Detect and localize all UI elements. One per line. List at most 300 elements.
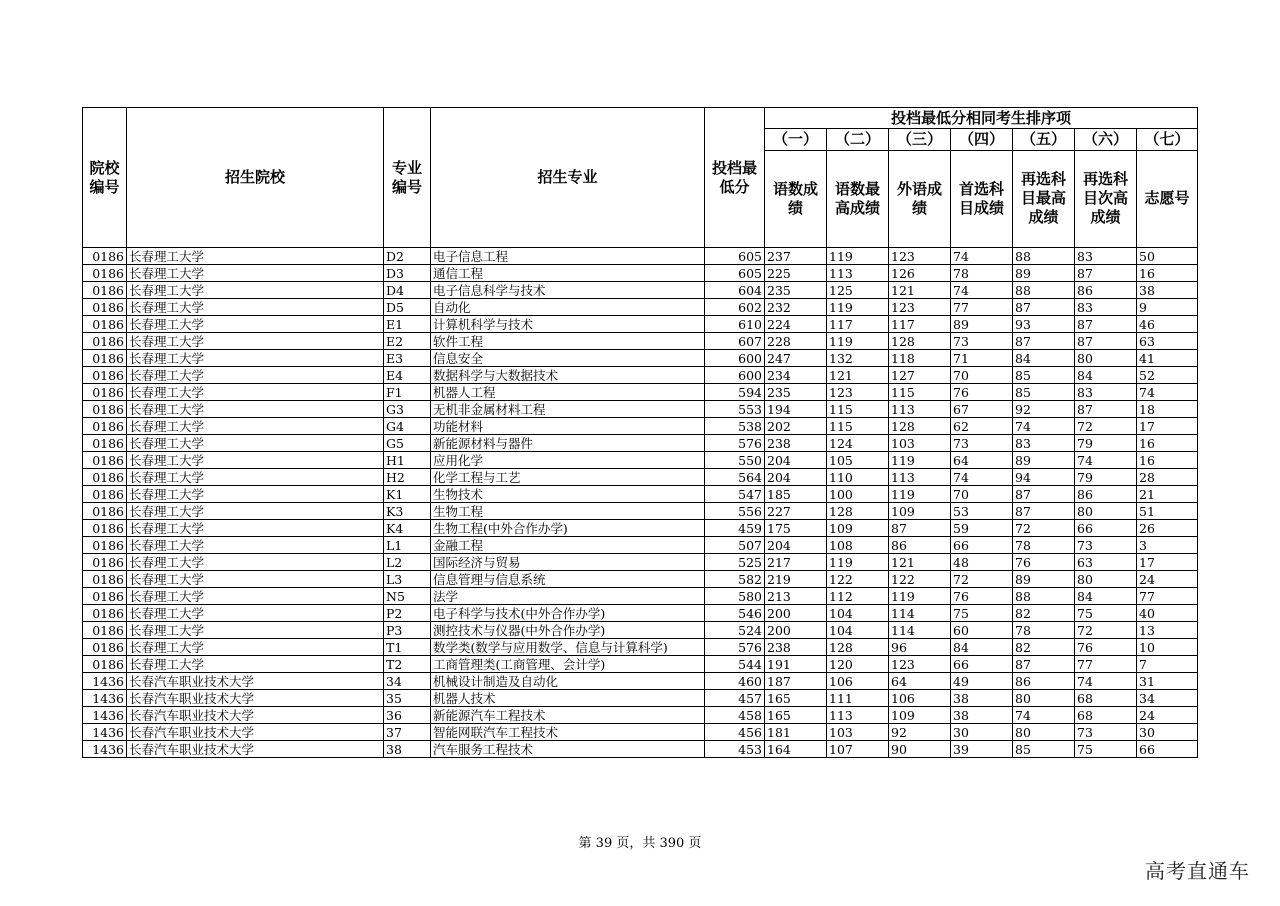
cell-school-name: 长春理工大学 [127, 265, 384, 282]
cell-score-4: 62 [951, 418, 1013, 435]
cell-score-3: 103 [889, 435, 951, 452]
cell-score-6: 77 [1075, 656, 1137, 673]
cell-min-score: 582 [705, 571, 765, 588]
cell-score-5: 76 [1013, 554, 1075, 571]
cell-school-code: 1436 [83, 673, 127, 690]
cell-school-code: 0186 [83, 333, 127, 350]
cell-school-code: 0186 [83, 537, 127, 554]
cell-school-code: 0186 [83, 316, 127, 333]
cell-major-code: F1 [384, 384, 431, 401]
cell-score-1: 247 [765, 350, 827, 367]
cell-score-7: 16 [1137, 265, 1198, 282]
cell-score-7: 17 [1137, 418, 1198, 435]
cell-major-name: 信息安全 [431, 350, 705, 367]
cell-score-1: 213 [765, 588, 827, 605]
header-min-score: 投档最低分 [705, 108, 765, 248]
cell-score-7: 24 [1137, 707, 1198, 724]
table-row [83, 384, 1198, 401]
cell-major-name: 软件工程 [431, 333, 705, 350]
header-seq-7: （七） [1137, 129, 1198, 150]
table-row [83, 333, 1198, 350]
header-seq-1: （一） [765, 129, 827, 150]
cell-score-4: 75 [951, 605, 1013, 622]
cell-score-4: 66 [951, 537, 1013, 554]
cell-score-2: 100 [827, 486, 889, 503]
table-row [83, 537, 1198, 554]
cell-major-code: T1 [384, 639, 431, 656]
cell-score-5: 78 [1013, 537, 1075, 554]
cell-school-name: 长春理工大学 [127, 639, 384, 656]
table-row [83, 435, 1198, 452]
cell-score-5: 86 [1013, 673, 1075, 690]
cell-score-4: 71 [951, 350, 1013, 367]
cell-school-name: 长春理工大学 [127, 248, 384, 265]
cell-school-code: 0186 [83, 265, 127, 282]
cell-major-name: 电子信息工程 [431, 248, 705, 265]
cell-score-5: 88 [1013, 588, 1075, 605]
cell-score-6: 83 [1075, 384, 1137, 401]
table-row [83, 486, 1198, 503]
cell-school-code: 0186 [83, 435, 127, 452]
cell-score-5: 83 [1013, 435, 1075, 452]
cell-score-4: 70 [951, 367, 1013, 384]
cell-score-6: 74 [1075, 452, 1137, 469]
cell-min-score: 525 [705, 554, 765, 571]
table-row [83, 520, 1198, 537]
header-seq-2: （二） [827, 129, 889, 150]
cell-score-7: 31 [1137, 673, 1198, 690]
cell-score-2: 113 [827, 265, 889, 282]
cell-score-5: 89 [1013, 452, 1075, 469]
cell-score-5: 94 [1013, 469, 1075, 486]
cell-score-3: 119 [889, 452, 951, 469]
cell-score-4: 76 [951, 384, 1013, 401]
cell-school-code: 0186 [83, 299, 127, 316]
cell-score-1: 224 [765, 316, 827, 333]
cell-school-name: 长春理工大学 [127, 605, 384, 622]
cell-score-3: 115 [889, 384, 951, 401]
cell-score-2: 115 [827, 401, 889, 418]
table-row [83, 469, 1198, 486]
cell-score-2: 109 [827, 520, 889, 537]
cell-score-4: 48 [951, 554, 1013, 571]
cell-school-name: 长春理工大学 [127, 299, 384, 316]
cell-min-score: 604 [705, 282, 765, 299]
cell-major-name: 测控技术与仪器(中外合作办学) [431, 622, 705, 639]
cell-major-code: L3 [384, 571, 431, 588]
score-grid [82, 107, 1198, 758]
cell-major-name: 生物技术 [431, 486, 705, 503]
cell-major-name: 通信工程 [431, 265, 705, 282]
table-header [83, 108, 1198, 248]
cell-school-name: 长春理工大学 [127, 350, 384, 367]
cell-score-4: 73 [951, 333, 1013, 350]
cell-score-4: 77 [951, 299, 1013, 316]
cell-score-5: 89 [1013, 571, 1075, 588]
cell-min-score: 547 [705, 486, 765, 503]
cell-min-score: 605 [705, 248, 765, 265]
cell-min-score: 507 [705, 537, 765, 554]
header-seq-4: （四） [951, 129, 1013, 150]
cell-score-5: 82 [1013, 639, 1075, 656]
table-row [83, 639, 1198, 656]
cell-score-2: 119 [827, 333, 889, 350]
cell-score-6: 68 [1075, 707, 1137, 724]
cell-score-7: 28 [1137, 469, 1198, 486]
cell-score-2: 111 [827, 690, 889, 707]
cell-school-code: 0186 [83, 384, 127, 401]
header-sub-3: 外语成绩 [889, 150, 951, 247]
cell-major-code: E4 [384, 367, 431, 384]
cell-major-name: 金融工程 [431, 537, 705, 554]
cell-school-code: 0186 [83, 656, 127, 673]
cell-score-3: 109 [889, 503, 951, 520]
cell-major-code: 36 [384, 707, 431, 724]
cell-score-3: 117 [889, 316, 951, 333]
cell-score-4: 72 [951, 571, 1013, 588]
cell-score-3: 113 [889, 401, 951, 418]
cell-score-5: 80 [1013, 724, 1075, 741]
cell-score-3: 128 [889, 418, 951, 435]
cell-score-2: 128 [827, 639, 889, 656]
cell-score-1: 234 [765, 367, 827, 384]
cell-score-4: 64 [951, 452, 1013, 469]
cell-school-code: 1436 [83, 690, 127, 707]
cell-score-6: 79 [1075, 469, 1137, 486]
cell-school-code: 0186 [83, 588, 127, 605]
table-row [83, 605, 1198, 622]
cell-score-1: 204 [765, 537, 827, 554]
cell-school-name: 长春理工大学 [127, 452, 384, 469]
cell-school-code: 0186 [83, 639, 127, 656]
cell-score-5: 93 [1013, 316, 1075, 333]
cell-score-5: 88 [1013, 282, 1075, 299]
cell-school-code: 0186 [83, 452, 127, 469]
cell-major-code: K4 [384, 520, 431, 537]
cell-score-4: 39 [951, 741, 1013, 758]
cell-score-5: 87 [1013, 299, 1075, 316]
cell-score-4: 53 [951, 503, 1013, 520]
cell-major-code: G4 [384, 418, 431, 435]
cell-score-3: 122 [889, 571, 951, 588]
cell-score-1: 202 [765, 418, 827, 435]
cell-score-1: 175 [765, 520, 827, 537]
cell-major-name: 汽车服务工程技术 [431, 741, 705, 758]
cell-major-name: 机械设计制造及自动化 [431, 673, 705, 690]
cell-score-7: 26 [1137, 520, 1198, 537]
table-body [83, 248, 1198, 758]
cell-score-6: 73 [1075, 724, 1137, 741]
cell-score-5: 87 [1013, 656, 1075, 673]
table-row [83, 299, 1198, 316]
cell-score-7: 24 [1137, 571, 1198, 588]
cell-school-code: 0186 [83, 469, 127, 486]
cell-score-4: 78 [951, 265, 1013, 282]
table-row [83, 503, 1198, 520]
cell-score-1: 164 [765, 741, 827, 758]
header-sub-7: 志愿号 [1137, 150, 1198, 247]
cell-score-7: 52 [1137, 367, 1198, 384]
cell-school-name: 长春理工大学 [127, 367, 384, 384]
cell-major-name: 电子信息科学与技术 [431, 282, 705, 299]
cell-school-code: 0186 [83, 622, 127, 639]
cell-major-code: G5 [384, 435, 431, 452]
cell-min-score: 458 [705, 707, 765, 724]
cell-score-3: 123 [889, 248, 951, 265]
cell-major-code: E1 [384, 316, 431, 333]
table-row [83, 265, 1198, 282]
cell-score-4: 59 [951, 520, 1013, 537]
cell-score-5: 85 [1013, 384, 1075, 401]
cell-school-code: 0186 [83, 486, 127, 503]
cell-min-score: 576 [705, 639, 765, 656]
cell-min-score: 607 [705, 333, 765, 350]
cell-min-score: 457 [705, 690, 765, 707]
cell-min-score: 600 [705, 367, 765, 384]
cell-major-name: 法学 [431, 588, 705, 605]
header-sub-6: 再选科目次高成绩 [1075, 150, 1137, 247]
cell-score-7: 50 [1137, 248, 1198, 265]
table-row [83, 571, 1198, 588]
cell-major-name: 计算机科学与技术 [431, 316, 705, 333]
cell-school-name: 长春汽车职业技术大学 [127, 724, 384, 741]
cell-score-2: 113 [827, 707, 889, 724]
header-school-name: 招生院校 [127, 108, 384, 248]
cell-score-5: 85 [1013, 741, 1075, 758]
cell-score-1: 165 [765, 707, 827, 724]
cell-score-3: 96 [889, 639, 951, 656]
cell-score-5: 87 [1013, 486, 1075, 503]
table-row [83, 418, 1198, 435]
cell-school-code: 0186 [83, 503, 127, 520]
cell-score-4: 30 [951, 724, 1013, 741]
cell-major-code: 34 [384, 673, 431, 690]
cell-score-4: 73 [951, 435, 1013, 452]
cell-score-2: 115 [827, 418, 889, 435]
cell-min-score: 553 [705, 401, 765, 418]
cell-score-1: 200 [765, 605, 827, 622]
cell-school-name: 长春理工大学 [127, 469, 384, 486]
cell-school-code: 0186 [83, 554, 127, 571]
cell-score-2: 120 [827, 656, 889, 673]
cell-major-code: N5 [384, 588, 431, 605]
cell-score-7: 40 [1137, 605, 1198, 622]
cell-score-6: 87 [1075, 401, 1137, 418]
cell-school-code: 0186 [83, 248, 127, 265]
cell-score-3: 128 [889, 333, 951, 350]
cell-min-score: 538 [705, 418, 765, 435]
cell-school-name: 长春理工大学 [127, 554, 384, 571]
cell-score-3: 118 [889, 350, 951, 367]
cell-major-name: 新能源汽车工程技术 [431, 707, 705, 724]
cell-major-code: L1 [384, 537, 431, 554]
cell-school-code: 0186 [83, 418, 127, 435]
cell-score-7: 18 [1137, 401, 1198, 418]
cell-score-2: 112 [827, 588, 889, 605]
watermark: 高考直通车 [1145, 859, 1250, 883]
cell-score-2: 110 [827, 469, 889, 486]
cell-score-7: 16 [1137, 435, 1198, 452]
cell-score-4: 60 [951, 622, 1013, 639]
cell-score-1: 194 [765, 401, 827, 418]
cell-score-2: 119 [827, 248, 889, 265]
cell-score-3: 106 [889, 690, 951, 707]
cell-score-1: 238 [765, 639, 827, 656]
cell-score-1: 238 [765, 435, 827, 452]
cell-score-7: 41 [1137, 350, 1198, 367]
cell-score-7: 3 [1137, 537, 1198, 554]
cell-score-1: 237 [765, 248, 827, 265]
cell-major-name: 无机非金属材料工程 [431, 401, 705, 418]
cell-score-6: 84 [1075, 588, 1137, 605]
cell-score-5: 82 [1013, 605, 1075, 622]
cell-major-code: G3 [384, 401, 431, 418]
cell-school-name: 长春理工大学 [127, 656, 384, 673]
cell-score-3: 119 [889, 486, 951, 503]
cell-school-name: 长春汽车职业技术大学 [127, 673, 384, 690]
cell-score-3: 113 [889, 469, 951, 486]
cell-score-3: 127 [889, 367, 951, 384]
cell-score-5: 92 [1013, 401, 1075, 418]
cell-score-6: 76 [1075, 639, 1137, 656]
cell-major-code: 38 [384, 741, 431, 758]
cell-score-2: 107 [827, 741, 889, 758]
cell-min-score: 550 [705, 452, 765, 469]
table-row [83, 367, 1198, 384]
header-tiebreak-group: 投档最低分相同考生排序项 [765, 108, 1198, 129]
cell-score-4: 89 [951, 316, 1013, 333]
cell-major-name: 应用化学 [431, 452, 705, 469]
table-row [83, 656, 1198, 673]
cell-score-4: 66 [951, 656, 1013, 673]
cell-score-3: 90 [889, 741, 951, 758]
cell-score-5: 74 [1013, 418, 1075, 435]
cell-min-score: 556 [705, 503, 765, 520]
cell-score-1: 200 [765, 622, 827, 639]
cell-min-score: 460 [705, 673, 765, 690]
cell-score-1: 217 [765, 554, 827, 571]
cell-school-name: 长春理工大学 [127, 435, 384, 452]
table-row [83, 316, 1198, 333]
cell-score-6: 83 [1075, 299, 1137, 316]
cell-score-2: 104 [827, 605, 889, 622]
cell-score-5: 78 [1013, 622, 1075, 639]
cell-school-code: 0186 [83, 350, 127, 367]
cell-score-2: 121 [827, 367, 889, 384]
cell-score-1: 185 [765, 486, 827, 503]
cell-score-1: 204 [765, 452, 827, 469]
cell-major-code: H1 [384, 452, 431, 469]
cell-score-7: 66 [1137, 741, 1198, 758]
cell-school-name: 长春理工大学 [127, 622, 384, 639]
cell-min-score: 610 [705, 316, 765, 333]
cell-score-2: 124 [827, 435, 889, 452]
cell-school-name: 长春理工大学 [127, 486, 384, 503]
cell-score-6: 87 [1075, 316, 1137, 333]
cell-score-7: 30 [1137, 724, 1198, 741]
cell-score-5: 88 [1013, 248, 1075, 265]
cell-school-name: 长春汽车职业技术大学 [127, 707, 384, 724]
cell-score-1: 227 [765, 503, 827, 520]
cell-score-7: 21 [1137, 486, 1198, 503]
cell-score-2: 108 [827, 537, 889, 554]
cell-score-7: 77 [1137, 588, 1198, 605]
cell-school-code: 1436 [83, 741, 127, 758]
cell-score-6: 74 [1075, 673, 1137, 690]
cell-score-2: 122 [827, 571, 889, 588]
header-sub-4: 首选科目成绩 [951, 150, 1013, 247]
cell-major-name: 工商管理类(工商管理、会计学) [431, 656, 705, 673]
table-row [83, 452, 1198, 469]
cell-score-7: 51 [1137, 503, 1198, 520]
header-school-code: 院校编号 [83, 108, 127, 248]
cell-school-code: 1436 [83, 724, 127, 741]
table-row [83, 350, 1198, 367]
cell-min-score: 594 [705, 384, 765, 401]
header-seq-3: （三） [889, 129, 951, 150]
cell-score-6: 80 [1075, 350, 1137, 367]
cell-score-7: 13 [1137, 622, 1198, 639]
cell-major-code: E2 [384, 333, 431, 350]
cell-min-score: 600 [705, 350, 765, 367]
header-major-name: 招生专业 [431, 108, 705, 248]
cell-major-code: L2 [384, 554, 431, 571]
cell-school-name: 长春理工大学 [127, 520, 384, 537]
cell-major-name: 数学类(数学与应用数学、信息与计算科学) [431, 639, 705, 656]
cell-major-name: 电子科学与技术(中外合作办学) [431, 605, 705, 622]
cell-score-6: 66 [1075, 520, 1137, 537]
cell-school-name: 长春理工大学 [127, 384, 384, 401]
cell-score-6: 63 [1075, 554, 1137, 571]
page-footer: 第 39 页，共 390 页 [578, 836, 702, 851]
cell-score-3: 119 [889, 588, 951, 605]
cell-score-7: 63 [1137, 333, 1198, 350]
header-seq-5: （五） [1013, 129, 1075, 150]
cell-score-2: 103 [827, 724, 889, 741]
cell-score-3: 123 [889, 299, 951, 316]
cell-score-3: 121 [889, 282, 951, 299]
cell-score-7: 9 [1137, 299, 1198, 316]
cell-major-name: 机器人工程 [431, 384, 705, 401]
cell-score-1: 232 [765, 299, 827, 316]
cell-min-score: 456 [705, 724, 765, 741]
cell-major-code: 37 [384, 724, 431, 741]
cell-score-7: 74 [1137, 384, 1198, 401]
cell-school-name: 长春理工大学 [127, 282, 384, 299]
cell-score-6: 87 [1075, 265, 1137, 282]
cell-min-score: 564 [705, 469, 765, 486]
cell-score-6: 86 [1075, 282, 1137, 299]
cell-school-name: 长春汽车职业技术大学 [127, 741, 384, 758]
cell-score-4: 38 [951, 690, 1013, 707]
cell-score-1: 181 [765, 724, 827, 741]
header-sub-5: 再选科目最高成绩 [1013, 150, 1075, 247]
cell-score-1: 219 [765, 571, 827, 588]
cell-school-code: 0186 [83, 401, 127, 418]
cell-major-code: K1 [384, 486, 431, 503]
cell-min-score: 459 [705, 520, 765, 537]
cell-major-name: 自动化 [431, 299, 705, 316]
cell-score-1: 165 [765, 690, 827, 707]
cell-score-1: 228 [765, 333, 827, 350]
cell-score-3: 64 [889, 673, 951, 690]
cell-major-code: H2 [384, 469, 431, 486]
cell-major-code: T2 [384, 656, 431, 673]
cell-major-name: 化学工程与工艺 [431, 469, 705, 486]
cell-score-7: 46 [1137, 316, 1198, 333]
cell-major-name: 信息管理与信息系统 [431, 571, 705, 588]
cell-school-code: 0186 [83, 605, 127, 622]
